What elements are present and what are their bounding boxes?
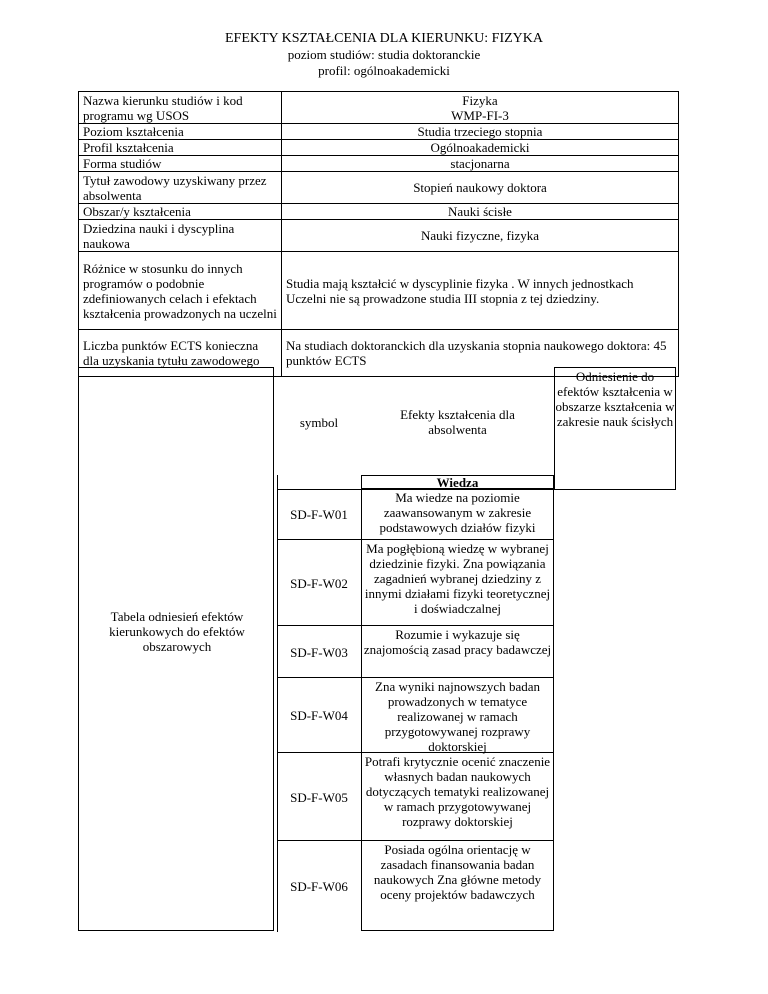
symbol-column-header: symbol (299, 414, 339, 430)
row-label: Poziom kształcenia (79, 124, 282, 140)
row-label: Liczba punktów ECTS konieczna dla uzyskania tytułu zawodowego (79, 330, 282, 377)
effect-symbol: SD-F-W03 (290, 644, 348, 660)
row-value: Stopień naukowy doktora (282, 172, 679, 204)
effect-text: Zna wyniki najnowszych badan prowadzonych w tematyce realizowanej w ramach przygotowywanej rozprawy doktorskiej (375, 679, 540, 754)
row-label: Nazwa kierunku studiów i kod programu wg USOS (79, 92, 282, 124)
section-wiedza: Wiedza (436, 475, 479, 490)
document-title: EFEKTY KSZTAŁCENIA DLA KIERUNKU: FIZYKA (224, 31, 543, 46)
program-code: WMP-FI-3 (451, 107, 509, 123)
row-value: Nauki fizyczne, fizyka (282, 220, 679, 252)
effects-caption-cell (78, 367, 274, 931)
effect-text: Potrafi krytycznie ocenić znaczenie własnych badan naukowych dotyczących tematyki realizowanej w ramach przygotowywanej rozprawy doktorskiej (364, 754, 551, 829)
table-row (79, 124, 679, 140)
table-row (79, 252, 679, 330)
row-value: Studia trzeciego stopnia (282, 124, 679, 140)
row-label: Dziedzina nauki i dyscyplina naukowa (79, 220, 282, 252)
effect-symbol: SD-F-W05 (290, 789, 348, 805)
row-value: Na studiach doktoranckich dla uzyskania stopnia naukowego doktora: 45 punktów ECTS (282, 330, 679, 377)
effect-symbol: SD-F-W04 (290, 708, 348, 723)
row-value: stacjonarna (282, 156, 679, 172)
row-label: Profil kształcenia (79, 140, 282, 156)
table-row (79, 156, 679, 172)
effect-symbol: SD-F-W02 (290, 575, 348, 591)
table-row (79, 220, 679, 252)
program-info-table (78, 91, 679, 377)
effects-column-header-text: Efekty kształcenia dla absolwenta (400, 407, 515, 437)
effect-text: Ma wiedze na poziomie zaawansowanym w zakresie podstawowych działów fizyki (379, 490, 536, 535)
effects-column-header (361, 367, 554, 477)
effect-text: Ma pogłębioną wiedzę w wybranej dziedzinie fizyki. Zna powiązania zagadnień wybranej dziedziny z innymi działami fizyki teoretycznej i doświadczalnej (364, 541, 551, 616)
table-row (79, 140, 679, 156)
table-row (79, 204, 679, 220)
row-label: Obszar/y kształcenia (79, 204, 282, 220)
row-label: Różnice w stosunku do innych programów o podobnie zdefiniowanych celach i efektach kształcenia prowadzonych na uczelni (79, 252, 282, 330)
row-value: Ogólnoakademicki (282, 140, 679, 156)
reference-column-header (554, 367, 676, 490)
reference-column-header-text: Odniesienie do efektów kształcenia w obszarze kształcenia w zakresie nauk ścisłych (555, 369, 675, 429)
program-name: Fizyka (462, 92, 498, 108)
table-row (79, 172, 679, 204)
row-value: Nauki ścisłe (282, 204, 679, 220)
effect-text: Rozumie i wykazuje się znajomością zasad pracy badawczej (363, 627, 552, 657)
effect-symbol: SD-F-W01 (290, 507, 348, 522)
effect-text: Posiada ogólna orientację w zasadach finansowania badan naukowych Zna główne metody oceny projektów badawczych (373, 842, 542, 902)
effects-table-caption: Tabela odniesień efektów kierunkowych do efektów obszarowych (109, 609, 245, 654)
document-header (0, 30, 768, 79)
row-label: Forma studiów (79, 156, 282, 172)
study-level: poziom studiów: studia doktoranckie (287, 47, 481, 62)
table-row (79, 92, 679, 124)
row-value: Studia mają kształcić w dyscyplinie fizyka . W innych jednostkach Uczelni nie są prowadzone studia III stopnia z tej dziedziny. (282, 252, 679, 330)
study-profile: profil: ogólnoakademicki (318, 63, 450, 78)
effect-symbol: SD-F-W06 (290, 878, 348, 894)
row-value (282, 92, 679, 124)
row-label: Tytuł zawodowy uzyskiwany przez absolwenta (79, 172, 282, 204)
section-header-cell (361, 475, 554, 489)
